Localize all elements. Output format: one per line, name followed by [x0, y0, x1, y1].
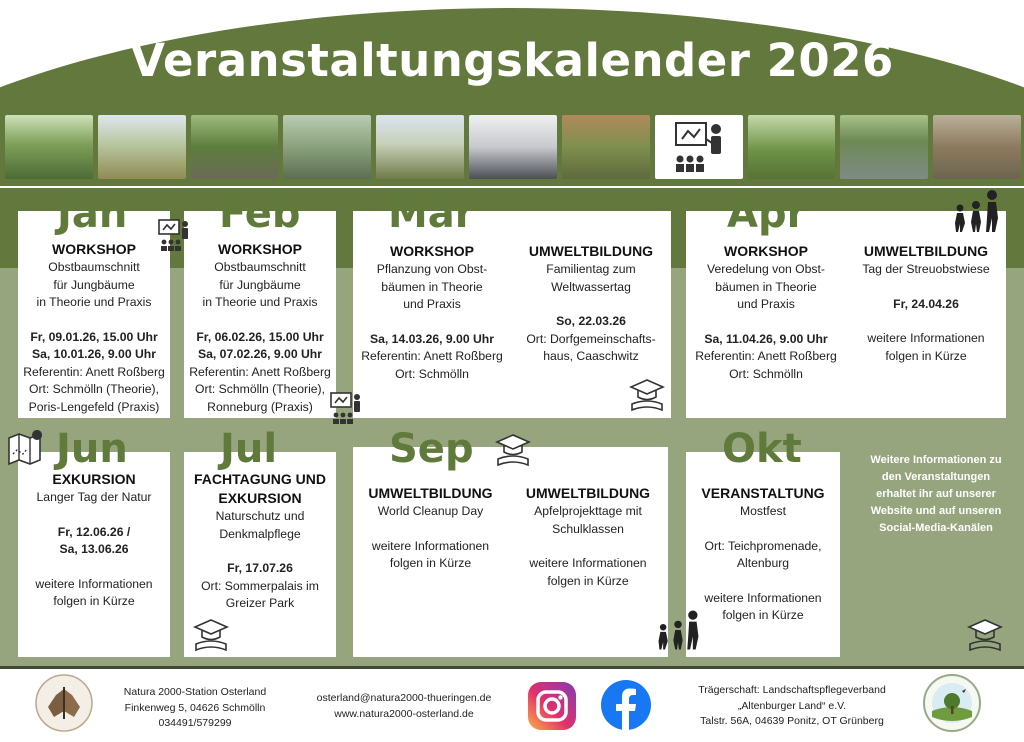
- graduation-cap-icon: [966, 616, 1004, 659]
- family-icon: [652, 608, 704, 657]
- event-type: UMWELTBILDUNG: [528, 243, 654, 259]
- event-date: Sa, 13.06.26: [59, 542, 129, 556]
- lpv-logo: [922, 673, 982, 738]
- photo-meadow: [98, 115, 186, 179]
- event-type: VERANSTALTUNG: [701, 485, 825, 501]
- photo-wetland: [748, 115, 836, 179]
- event-feb: WORKSHOP Obstbaumschnitt für Jungbäume in Theorie und Praxis Fr, 06.02.26, 15.00 Uhr Sa, 07.02.26, 9.00 Uhr Referentin: Anett Roßberg Ort: Schmölln (Theorie), Ronneburg (Praxis): [184, 240, 336, 416]
- website-link[interactable]: www.natura2000-osterland.de: [334, 707, 474, 720]
- page-title: Veranstaltungskalender 2026: [130, 34, 894, 87]
- contact-info: [304, 691, 504, 722]
- photo-group-walk: [5, 115, 93, 179]
- family-icon: [948, 188, 1004, 239]
- photo-strip: [5, 115, 1021, 179]
- photo-craft-table: [562, 115, 650, 179]
- month-jan: Jan: [57, 191, 128, 237]
- graduation-cap-icon: [628, 376, 666, 419]
- photo-autumn-walk: [933, 115, 1021, 179]
- presentation-icon: [156, 217, 192, 258]
- presentation-icon: [655, 115, 743, 179]
- event-jul: FACHTAGUNG UND EXKURSION Naturschutz und Denkmalpflege Fr, 17.07.26 Ort: Sommerpalais im Greizer Park: [184, 470, 336, 613]
- photo-pond: [840, 115, 928, 179]
- carrier-info: Trägerschaft: Landschaftspflegeverband „Altenburger Land“ e.V. Talstr. 56A, 04639 Ponitz, OT Grünberg: [698, 684, 886, 727]
- event-date: Sa, 14.03.26, 9.00 Uhr: [370, 331, 494, 346]
- event-mar-umweltbildung: UMWELTBILDUNG Familientag zum Weltwassertag So, 22.03.26 Ort: Dorfgemeinschafts- haus, Caaschwitz: [511, 242, 671, 366]
- photo-forest-group: [191, 115, 279, 179]
- event-type: UMWELTBILDUNG: [368, 485, 493, 501]
- event-sep-apfel: UMWELTBILDUNG Apfelprojekttage mit Schulklassen weitere Informationen folgen in Kürze: [508, 484, 668, 590]
- event-type: WORKSHOP: [724, 243, 808, 259]
- side-note: Weitere Informationen zu den Veranstaltungen erhaltet ihr auf unserer Website und auf unseren Social-Media-Kanälen: [870, 454, 1002, 534]
- event-type: UMWELTBILDUNG: [863, 243, 989, 259]
- event-type: FACHTAGUNG UND: [194, 471, 326, 487]
- event-mar-workshop: WORKSHOP Pflanzung von Obst- bäumen in Theorie und Praxis Sa, 14.03.26, 9.00 Uhr Referentin: Anett Roßberg Ort: Schmölln: [353, 242, 511, 383]
- month-jul: Jul: [220, 426, 278, 472]
- event-date: Fr, 09.01.26, 15.00 Uhr: [30, 329, 158, 344]
- event-apr-umweltbildung: UMWELTBILDUNG Tag der Streuobstwiese Fr, 24.04.26 weitere Informationen folgen in Kürze: [846, 242, 1006, 365]
- event-okt: VERANSTALTUNG Mostfest Ort: Teichpromenade, Altenburg weitere Informationen folgen in Kürze: [686, 484, 840, 625]
- presentation-icon: [328, 390, 364, 431]
- month-feb: Feb: [219, 191, 301, 237]
- event-jan: WORKSHOP Obstbaumschnitt für Jungbäume in Theorie und Praxis Fr, 09.01.26, 15.00 Uhr Sa, 10.01.26, 9.00 Uhr Referentin: Anett Roßberg Ort: Schmölln (Theorie), Poris-Lengefeld (Praxis): [18, 240, 170, 416]
- photo-field-people: [376, 115, 464, 179]
- month-jun: Jun: [56, 426, 128, 472]
- event-type: EXKURSION: [218, 490, 302, 506]
- instagram-icon[interactable]: [527, 681, 577, 736]
- graduation-cap-icon: [494, 431, 532, 474]
- event-date: Sa, 07.02.26, 9.00 Uhr: [198, 347, 322, 361]
- graduation-cap-icon: [192, 616, 230, 659]
- month-mar: Mär: [388, 191, 475, 237]
- facebook-icon[interactable]: [600, 679, 652, 736]
- event-date: Sa, 11.04.26, 9.00 Uhr: [704, 331, 828, 346]
- event-sep-cleanup: UMWELTBILDUNG World Cleanup Day weitere Informationen folgen in Kürze: [353, 484, 508, 573]
- event-date: Fr, 12.06.26 /: [57, 524, 131, 539]
- station-address: Natura 2000-Station Osterland Finkenweg 5, 04626 Schmölln 034491/579299: [123, 686, 267, 729]
- footer: [0, 666, 1024, 742]
- divider: [0, 186, 1024, 188]
- event-type: UMWELTBILDUNG: [525, 485, 651, 501]
- event-jun: EXKURSION Langer Tag der Natur Fr, 12.06.26 / Sa, 13.06.26 weitere Informationen folgen in Kürze: [18, 470, 170, 611]
- month-okt: Okt: [722, 426, 802, 472]
- event-type: WORKSHOP: [390, 243, 474, 259]
- month-apr: Apr: [727, 191, 807, 237]
- email-link[interactable]: osterland@natura2000-thueringen.de: [316, 692, 492, 704]
- event-date: Fr, 06.02.26, 15.00 Uhr: [196, 329, 324, 344]
- butterfly-logo: [34, 673, 94, 738]
- photo-seated-group: [283, 115, 371, 179]
- event-type: EXKURSION: [52, 471, 136, 487]
- month-sep: Sep: [389, 426, 474, 472]
- event-date: So, 22.03.26: [556, 314, 626, 328]
- event-type: WORKSHOP: [52, 241, 136, 257]
- event-apr-workshop: WORKSHOP Veredelung von Obst- bäumen in Theorie und Praxis Sa, 11.04.26, 9.00 Uhr Referentin: Anett Roßberg Ort: Schmölln: [686, 242, 846, 383]
- event-date: Fr, 17.07.26: [227, 561, 293, 575]
- event-date: Sa, 10.01.26, 9.00 Uhr: [32, 347, 156, 361]
- photo-lecture-hall: [469, 115, 557, 179]
- event-date: Fr, 24.04.26: [893, 296, 959, 311]
- map-icon: [6, 430, 46, 471]
- event-type: WORKSHOP: [218, 241, 302, 257]
